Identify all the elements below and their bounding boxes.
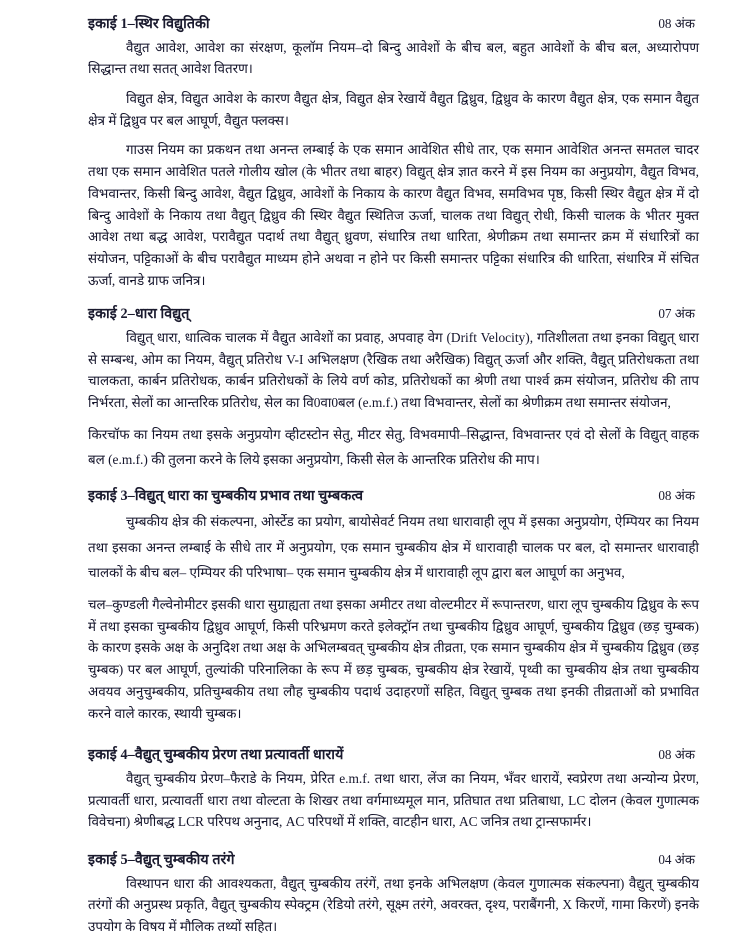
unit-heading-1 (88, 14, 699, 35)
unit-paragraph: गाउस नियम का प्रकथन तथा अनन्त लम्बाई के एक समान आवेशित सीधे तार, एक समान आवेशित अनन्त समतल चादर तथा एक समान आवेशित पतले गोलीय खोल (के भीतर तथा बाहर) विद्युत् क्षेत्र ज्ञात करने में इस नियम का अनुप्रयोग, वैद्युत विभव, विभवान्तर, किसी बिन्दु आवेश, वैद्युत द्विध्रुव, आवेशों के निकाय के कारण वैद्युत विभव, समविभव पृष्ठ, किसी स्थिर वैद्युत क्षेत्र में दो बिन्दु आवेशों के निकाय तथा वैद्युत् द्विध्रुव की स्थिर वैद्युत स्थितिज ऊर्जा, चालक तथा विद्युत् रोधी, किसी चालक के भीतर मुक्त आवेश तथा बद्ध आवेश, परावैद्युत पदार्थ तथा वैद्युत् ध्रुवण, संधारित्र तथा धारिता, श्रेणीक्रम तथा समान्तर क्रम में संधारित्रों का संयोजन, पट्टिकाओं के बीच परावैद्युत माध्यम होने अथवा न होने पर किसी समान्तर पट्टिका संधारित्र की धारिता, संधारित्र में संचित ऊर्जा, वानडे ग्राफ जनित्र। (88, 142, 699, 288)
unit-block-2 (88, 304, 699, 473)
unit-paragraph: वैद्युत् चुम्बकीय प्रेरण–फैराडे के नियम, प्रेरित e.m.f. तथा धारा, लेंज का नियम, भँवर धारायें, स्वप्रेरण तथा अन्योन्य प्रेरण, प्रत्यावर्ती धारा, प्रत्यावर्ती धारा तथा वोल्टता के शिखर तथा वर्गमाध्यमूल मान, प्रतिघात तथा प्रतिबाधा, LC दोलन (केवल गुणात्मक विवेचना) श्रेणीबद्ध LCR परिपथ अनुनाद, AC परिपथों में शक्ति, वाटहीन धारा, AC जनित्र तथा ट्रान्सफार्मर। (88, 770, 699, 830)
unit-marks-4: 08 अंक (658, 747, 695, 763)
unit-marks-2: 07 अंक (658, 306, 695, 322)
unit-paragraph: विद्युत् धारा, धात्विक चालक में वैद्युत आवेशों का प्रवाह, अपवाह वेग (Drift Velocity), गतिशीलता तथा इनका विद्युत् धारा से सम्बन्ध, ओम का नियम, वैद्युत् प्रतिरोध V-I अभिलक्षण (रैखिक तथा अरैखिक) विद्युत् ऊर्जा और शक्ति, वैद्युत् प्रतिरोधकता तथा चालकता, कार्बन प्रतिरोधक, कार्बन प्रतिरोधकों के लिये वर्ण कोड, प्रतिरोधकों का श्रेणी तथा पार्श्व क्रम संयोजन, प्रतिरोध की ताप निर्भरता, सेलों का आन्तरिक प्रतिरोध, सेल का वि0वा0बल (e.m.f.) तथा विभवान्तर, सेलों का श्रेणीक्रम तथा समान्तर संयोजन, (88, 329, 699, 411)
unit-marks-3: 08 अंक (658, 488, 695, 504)
paragraph-spacer (88, 414, 699, 422)
paragraph-spacer (88, 586, 699, 594)
unit-paragraph: वैद्युत आवेश, आवेश का संरक्षण, कूलॉम नियम–दो बिन्दु आवेशों के बीच बल, बहुत आवेशों के बीच बल, अध्यारोपण सिद्धान्त तथा सतत् आवेश वितरण। (88, 39, 699, 77)
unit-spacer (88, 291, 699, 304)
unit-paragraph: विस्थापन धारा की आवश्यकता, वैद्युत् चुम्बकीय तरंगें, तथा इनके अभिलक्षण (केवल गुणात्मक संकल्पना) वैद्युत् चुम्बकीय तरंगों की अनुप्रस्थ प्रकृति, वैद्युत् चुम्बकीय स्पेक्ट्रम (रेडियो तरंगे, सूक्ष्म तरंगे, अवरक्त, दृश्य, पराबैंगनी, X किरणें, गामा किरणें) इनके उपयोग के विषय में मौलिक तथ्यों सहित। (88, 875, 699, 934)
unit-paragraph: चुम्बकीय क्षेत्र की संकल्पना, ओर्स्टेड का प्रयोग, बायोसेवर्ट नियम तथा धारावाही लूप में इसका अनुप्रयोग, ऐम्पियर का नियम तथा इसका अनन्त लम्बाई के सीधे तार में अनुप्रयोग, एक समान चुम्बकीय क्षेत्र में धारावाही चालक पर बल, दो समान्तर धारावाही चालकों के बीच बल– एम्पियर की परिभाषा– एक समान चुम्बकीय क्षेत्र में धारावाही लूप द्वारा बल आघूर्ण का अनुभव, (88, 513, 699, 581)
unit-marks-1: 08 अंक (658, 16, 695, 31)
unit-paragraph: चल–कुण्डली गैल्वेनोमीटर इसकी धारा सुग्राह्यता तथा इसका अमीटर तथा वोल्टमीटर में रूपान्तरण, धारा लूप चुम्बकीय द्विध्रुव के रूप में तथा इसका चुम्बकीय द्विध्रुव आघूर्ण, किसी परिभ्रमण करते इलेक्ट्रॉन तथा चुम्बकीय द्विध्रुव आघूर्ण, चुम्बकीय द्विध्रुव (छड़ चुम्बक) के कारण इसके अक्ष के अनुदिश तथा अक्ष के अभिलम्बवत् चुम्बकीय क्षेत्र तीव्रता, एक समान चुम्बकीय क्षेत्र में चुम्बकीय द्विध्रुव (छड़ चुम्बक) पर बल आघूर्ण, तुल्यांकी परिनालिका के रूप में छड़ चुम्बक, चुम्बकीय क्षेत्र रेखायें, पृथ्वी का चुम्बकीय क्षेत्र तथा चुम्बकीय अवयव अनुचुम्बकीय, प्रतिचुम्बकीय तथा लौह चुम्बकीय पदार्थ उदाहरणों सहित, विद्युत् चुम्बक तथा इनकी तीव्रताओं को प्रभावित करने वाले कारक, स्थायी चुम्बक। (88, 597, 699, 721)
unit-title-3: इकाई 3–विद्युत् धारा का चुम्बकीय प्रभाव तथा चुम्बकत्व (88, 488, 364, 505)
unit-heading-2 (88, 304, 699, 325)
unit-marks-5: 04 अंक (658, 851, 695, 867)
unit-title-2: इकाई 2–धारा विद्युत् (88, 306, 190, 323)
unit-spacer (88, 473, 699, 486)
unit-paragraph: किरचॉफ का नियम तथा इसके अनुप्रयोग व्हीटस्टोन सेतु, मीटर सेतु, विभवमापी–सिद्धान्त, विभवान्तर एवं दो सेलों के विद्युत् वाहक बल (e.m.f.) की तुलना करने के लिये इसका अनुप्रयोग, किसी सेल के आन्तरिक प्रतिरोध की माप। (88, 426, 699, 468)
unit-block-4 (88, 745, 699, 833)
unit-heading-5 (88, 850, 699, 871)
unit-spacer (88, 833, 699, 850)
unit-spacer (88, 724, 699, 745)
unit-title-1: इकाई 1–स्थिर विद्युतिकी (88, 16, 210, 32)
unit-heading-3 (88, 486, 699, 507)
unit-title-5: इकाई 5–वैद्युत् चुम्बकीय तरंगे (88, 851, 235, 868)
unit-block-5 (88, 850, 699, 938)
unit-block-1 (88, 14, 699, 291)
paragraph-spacer (88, 80, 699, 88)
unit-title-4: इकाई 4–वैद्युत् चुम्बकीय प्रेरण तथा प्रत्यावर्ती धारायें (88, 747, 344, 764)
unit-block-3 (88, 486, 699, 724)
unit-heading-4 (88, 745, 699, 766)
paragraph-spacer (88, 131, 699, 139)
unit-paragraph: विद्युत क्षेत्र, विद्युत आवेश के कारण वैद्युत क्षेत्र, विद्युत क्षेत्र रेखायें वैद्युत द्विध्रुव, द्विध्रुव के कारण वैद्युत क्षेत्र, एक समान वैद्युत क्षेत्र में द्विध्रुव पर बल आघूर्ण, वैद्युत फ्लक्स। (88, 91, 699, 128)
